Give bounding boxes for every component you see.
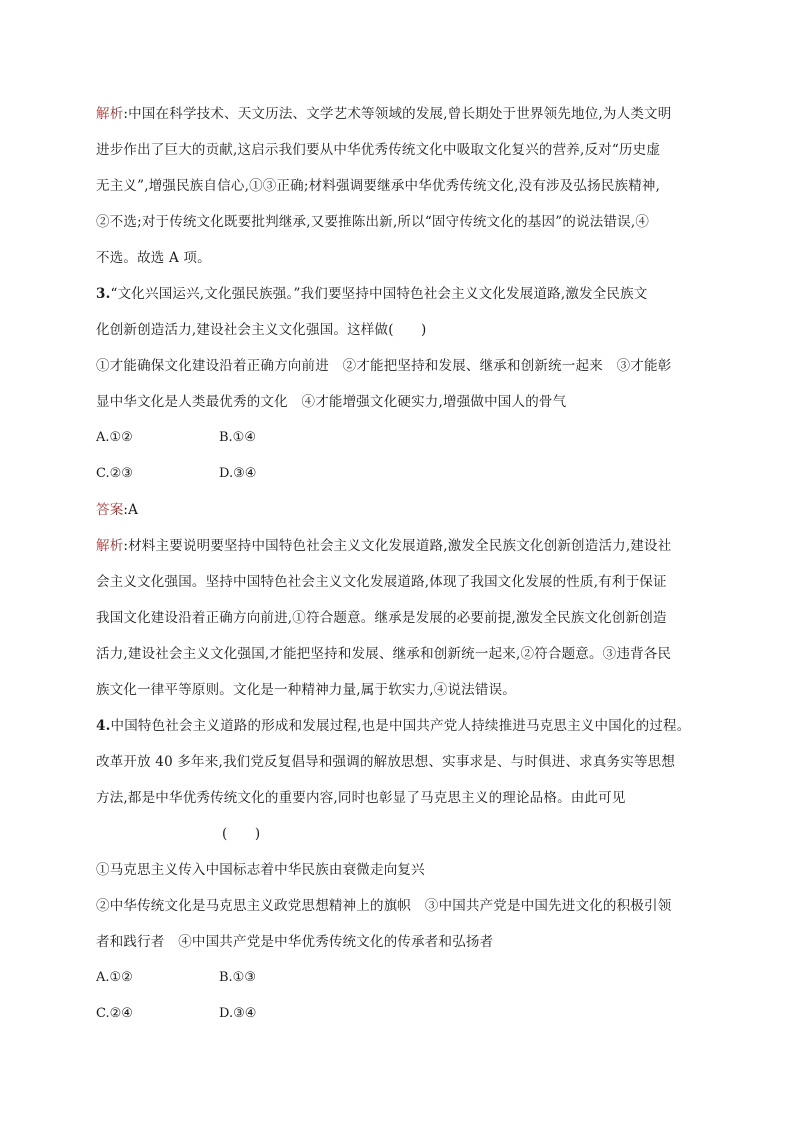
question-number: 3. <box>96 286 111 302</box>
q4-option-b: B.①③ <box>219 970 256 985</box>
q4-stem-line-3: 方法,都是中华优秀传统文化的重要内容,同时也彰显了马克思主义的理论品格。由此可见 <box>96 790 626 806</box>
q3-analysis-line-4: 活力,建设社会主义文化强国,才能把坚持和发展、继承和创新统一起来,②符合题意。③违背各民 <box>96 646 672 662</box>
question-number: 4. <box>96 718 111 734</box>
q3-stem-line-2: 化创新创造活力,建设社会主义文化强国。这样做( ) <box>96 322 427 338</box>
q2-analysis-line-3: 无主义”,增强民族自信心,①③正确;材料强调要继承中华优秀传统文化,没有涉及弘扬民族精神, <box>96 178 661 194</box>
q3-statement-line-2: 显中华文化是人类最优秀的文化 ④才能增强文化硬实力,增强做中国人的骨气 <box>96 394 567 410</box>
q4-option-d: D.③④ <box>219 1006 257 1021</box>
q3-option-c: C.②③ <box>96 466 133 481</box>
q4-stem-line-2: 改革开放 40 多年来,我们党反复倡导和强调的解放思想、实事求是、与时俱进、求真务实等思想 <box>96 754 676 770</box>
q4-statement-line-2: ②中华传统文化是马克思主义政党思想精神上的旗帜 ③中国共产党是中国先进文化的积极引领 <box>96 898 672 914</box>
q2-analysis-line-5: 不选。故选 A 项。 <box>96 250 211 266</box>
analysis-label: 解析 <box>96 106 124 122</box>
q3-statement-line-1: ①才能确保文化建设沿着正确方向前进 ②才能把坚持和发展、继承和创新统一起来 ③才能彰 <box>96 358 672 374</box>
q3-answer <box>96 501 138 519</box>
analysis-label: 解析 <box>96 538 124 554</box>
q2-analysis-line-4: ②不选;对于传统文化既要批判继承,又要推陈出新,所以“固守传统文化的基因”的说法错误,④ <box>96 214 650 230</box>
q4-option-c: C.②④ <box>96 1006 133 1021</box>
q4-option-a: A.①② <box>96 970 133 985</box>
answer-value: :A <box>123 502 139 518</box>
q4-statement-line-1: ①马克思主义传入中国标志着中华民族由衰微走向复兴 <box>96 862 425 878</box>
q3-option-d: D.③④ <box>219 466 257 481</box>
q4-answer-blank: ( ) <box>222 826 261 842</box>
q3-stem-line-1: 3.“文化兴国运兴,文化强民族强。”我们要坚持中国特色社会主义文化发展道路,激发全民族文 <box>96 286 648 302</box>
q3-analysis-line-1: 解析:材料主要说明要坚持中国特色社会主义文化发展道路,激发全民族文化创新创造活力,建设社 <box>96 538 672 554</box>
q4-statement-line-3: 者和践行者 ④中国共产党是中华优秀传统文化的传承者和弘扬者 <box>96 934 494 950</box>
q2-analysis-line-1: 解析:中国在科学技术、天文历法、文学艺术等领域的发展,曾长期处于世界领先地位,为人类文明 <box>96 106 672 122</box>
q3-option-a: A.①② <box>96 430 133 445</box>
answer-label: 答案 <box>96 502 124 518</box>
q3-analysis-line-5: 族文化一律平等原则。文化是一种精神力量,属于软实力,④说法错误。 <box>96 682 516 698</box>
q3-analysis-line-2: 会主义文化强国。坚持中国特色社会主义文化发展道路,体现了我国文化发展的性质,有利于保证 <box>96 574 667 590</box>
q3-analysis-line-3: 我国文化建设沿着正确方向前进,①符合题意。继承是发展的必要前提,激发全民族文化创新创造 <box>96 610 667 626</box>
q2-analysis-line-2: 进步作出了巨大的贡献,这启示我们要从中华优秀传统文化中吸取文化复兴的营养,反对“历史虚 <box>96 142 661 158</box>
q4-stem-line-1: 4.中国特色社会主义道路的形成和发展过程,也是中国共产党人持续推进马克思主义中国化的过程。 <box>96 718 691 734</box>
q3-option-b: B.①④ <box>219 430 256 445</box>
